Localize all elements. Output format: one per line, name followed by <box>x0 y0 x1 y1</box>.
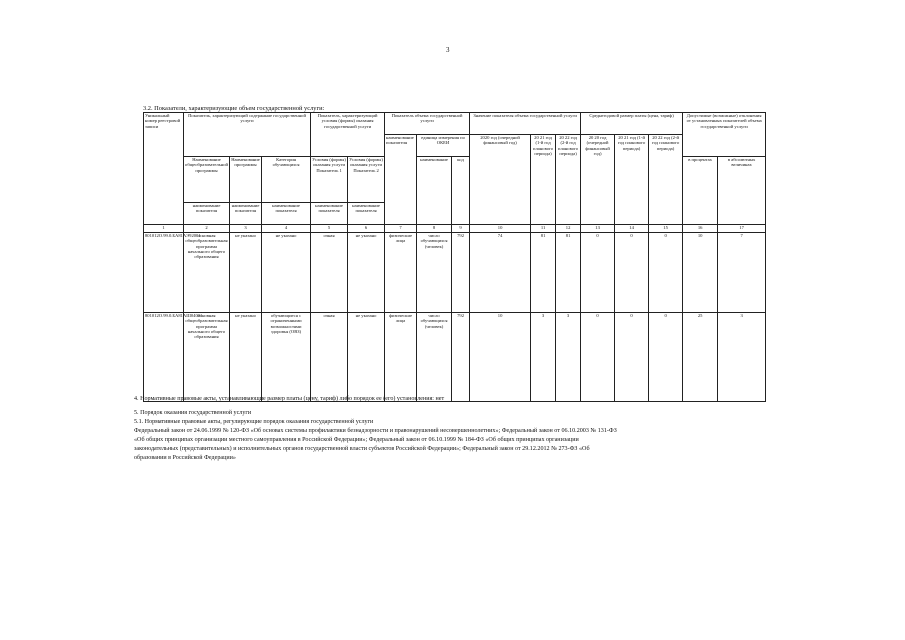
table-cell: основная общеобразовательная программа начального общего образования <box>184 233 230 313</box>
table-cell: 792 <box>452 233 470 313</box>
header-percent: в процентах <box>683 157 718 225</box>
header-volume-unit: единица измерения по ОКЕИ <box>417 135 470 157</box>
table-cell: 25 <box>683 313 718 402</box>
column-number: 13 <box>581 225 615 233</box>
column-number: 3 <box>230 225 262 233</box>
header-fee-2: 20 21 год (1-й год планового периода) <box>615 135 649 225</box>
page-number: 3 <box>446 46 450 54</box>
column-number: 1 <box>144 225 184 233</box>
header-fee: Среднегодовой размер платы (цена, тариф) <box>581 113 683 135</box>
volume-indicators-table <box>143 112 766 402</box>
table-cell: 7 <box>718 233 766 313</box>
header-year-2: 20 21 год (1-й год планового периода) <box>531 135 556 225</box>
footer-line-2: «Об общих принципах организации местного самоуправления в Российской Федерации»; Федеральный закон от 06.10.1999 № 184-ФЗ «Об общих принципах организации <box>134 437 579 443</box>
table-cell: не указано <box>230 233 262 313</box>
table-cell: 3 <box>531 313 556 402</box>
header-values: Значение показателя объема государственной услуги <box>470 113 581 135</box>
header-condition-2: Условия (формы) оказания услуги Показатель 2 <box>348 157 385 203</box>
header-deviation: Допустимые (возможные) отклонения от установленных показателей объема государственной услуги <box>683 113 766 135</box>
table-cell: 0 <box>649 233 683 313</box>
column-number: 12 <box>556 225 581 233</box>
header-unit-name: наименование <box>417 157 452 225</box>
table-cell: очная <box>311 233 348 313</box>
header-fee-3: 20 22 год (2-й год планового периода) <box>649 135 683 225</box>
header-conditions: Показатель, характеризующий условия (формы) оказания государственной услуги <box>311 113 385 135</box>
header-content: Показатель, характеризующий содержание государственной услуги <box>184 113 311 135</box>
header-indicator-name: наименование показателя <box>184 203 230 225</box>
column-number: 8 <box>417 225 452 233</box>
header-indicator-name: наименование показателя <box>262 203 311 225</box>
table-cell: число обучающихся (человек) <box>417 233 452 313</box>
footer-p5: 5. Порядок оказания государственной услуги <box>134 410 252 416</box>
column-number: 2 <box>184 225 230 233</box>
table-cell: 0 <box>615 313 649 402</box>
column-number: 5 <box>311 225 348 233</box>
table-cell: 0 <box>581 233 615 313</box>
table-cell: не указано <box>348 313 385 402</box>
column-number: 16 <box>683 225 718 233</box>
footer-p4: 4. Нормативные правовые акты, устанавливающие размер платы (цену, тариф) либо порядок ее (его) установления: нет <box>134 396 445 402</box>
table-cell: 81 <box>556 233 581 313</box>
footer-line-3: законодательных (представительных) и исполнительных органов государственной власти субъектов Российской Федерации»; Федеральный закон от 29.12.2012 № 273-ФЗ «Об <box>134 446 590 452</box>
column-number: 15 <box>649 225 683 233</box>
header-programs: Наименование программы <box>230 157 262 203</box>
footer-line-4: образовании в Российской Федерации» <box>134 455 236 461</box>
table-cell: 0 <box>581 313 615 402</box>
footer-p51: 5.1. Нормативные правовые акты, регулирующие порядок оказания государственной услуги <box>134 419 374 425</box>
header-absolute: в абсолютных величинах <box>718 157 766 225</box>
column-number: 11 <box>531 225 556 233</box>
header-condition-1: Условия (формы) оказания услуги Показатель 1 <box>311 157 348 203</box>
table-cell: очная <box>311 313 348 402</box>
table-cell: 792 <box>452 313 470 402</box>
header-indicator-name: наименование показателя <box>230 203 262 225</box>
column-number: 4 <box>262 225 311 233</box>
table-cell: 74 <box>470 233 531 313</box>
footer-line-1: Федеральный закон от 24.06.1999 № 120-ФЗ «Об основах системы профилактики безнадзорности и правонарушений несовершеннолетних»; Федеральный закон от 06.10.2003 № 131-ФЗ <box>134 428 617 434</box>
header-year-3: 20 22 год (2-й год планового периода) <box>556 135 581 225</box>
header-program: Наименование общеобразовательной программы <box>184 157 230 203</box>
table-cell: не указано <box>230 313 262 402</box>
header-indicator-name: наименование показателя <box>348 203 385 225</box>
header-volume: Показатель объема государственной услуги <box>385 113 470 135</box>
table-cell: физические лица <box>385 233 417 313</box>
table-cell: не указано <box>348 233 385 313</box>
header-unique-number: Уникальный номер реестровой записи <box>144 113 184 225</box>
table-cell: 10 <box>683 233 718 313</box>
header-volume-name: наименование показателя <box>385 135 417 225</box>
section-title: 3.2. Показатели, характеризующие объем государственной услуги: <box>143 105 325 112</box>
table-cell: не указано <box>262 233 311 313</box>
table-cell: 3 <box>556 313 581 402</box>
table-cell: число обучающихся (человек) <box>417 313 452 402</box>
header-category: Категория обучающихся <box>262 157 311 203</box>
table-cell: 0 <box>615 233 649 313</box>
column-number: 10 <box>470 225 531 233</box>
header-unit-code: код <box>452 157 470 225</box>
column-number: 14 <box>615 225 649 233</box>
header-indicator-name: наименование показателя <box>311 203 348 225</box>
table-cell: физические лица <box>385 313 417 402</box>
table-cell: 801012О.99.0.БА81АШ04001 <box>144 313 184 402</box>
header-year-1: 2020 год (очередной финансовый год) <box>470 135 531 225</box>
table-cell: основная общеобразовательная программа начального общего образования <box>184 313 230 402</box>
column-number: 17 <box>718 225 766 233</box>
table-cell: обучающиеся с ограниченными возможностями здоровья (ОВЗ) <box>262 313 311 402</box>
column-number: 6 <box>348 225 385 233</box>
column-number: 9 <box>452 225 470 233</box>
column-number: 7 <box>385 225 417 233</box>
header-fee-1: 20 20 год (очередной финансовый год) <box>581 135 615 225</box>
table-cell: 801012О.99.0.БА81АЭ92001 <box>144 233 184 313</box>
table-cell: 3 <box>718 313 766 402</box>
table-cell: 81 <box>531 233 556 313</box>
table-cell: 0 <box>649 313 683 402</box>
table-cell: 10 <box>470 313 531 402</box>
